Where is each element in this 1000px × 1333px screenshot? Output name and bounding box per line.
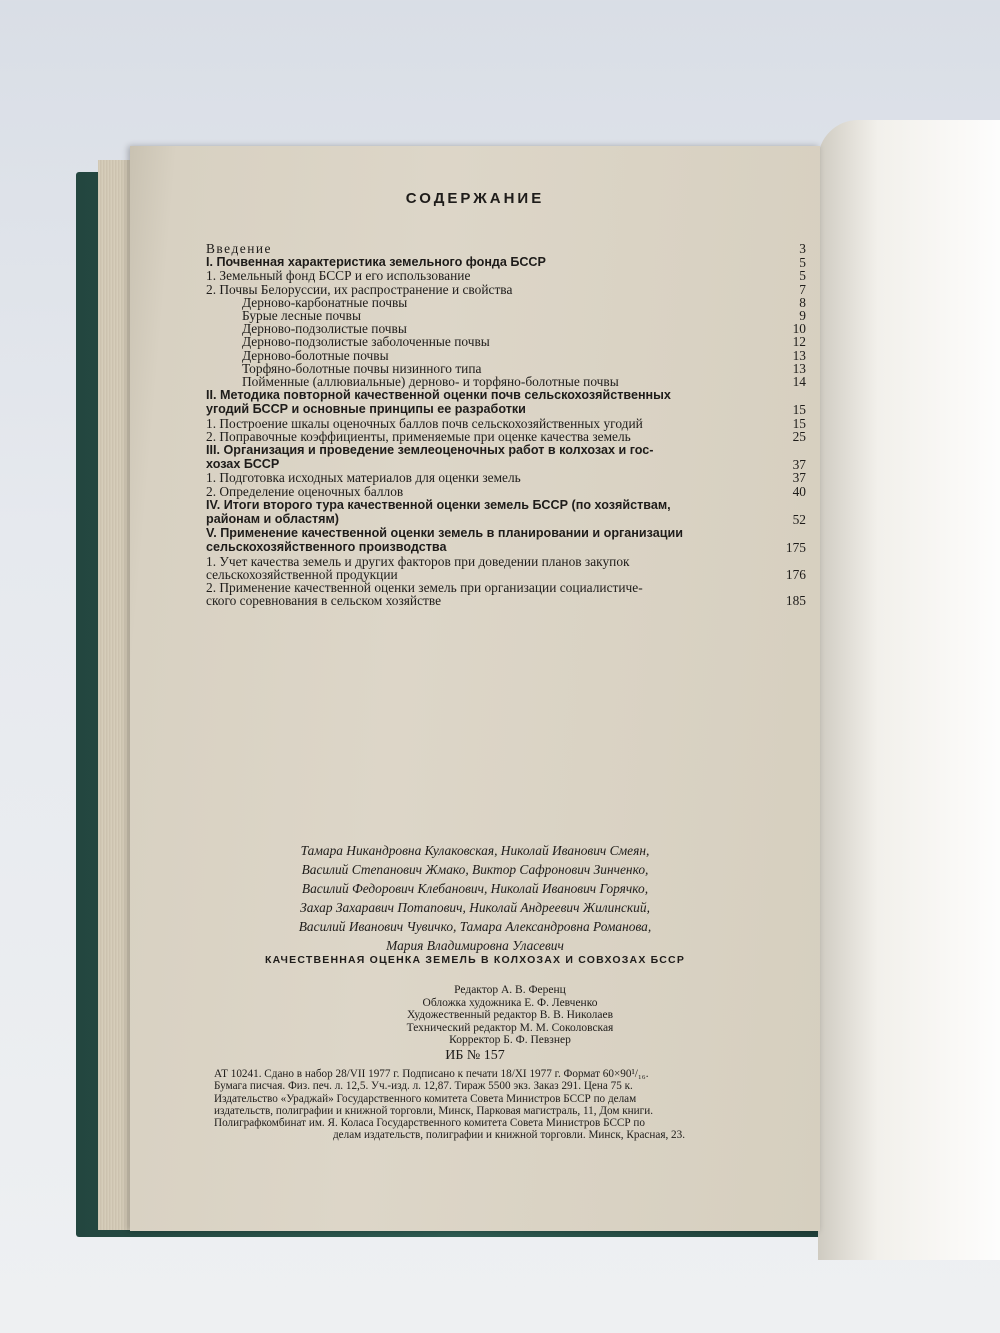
toc-entry-page: 185 <box>785 593 806 609</box>
toc-entry-text: 1. Подготовка исходных материалов для оценки земель <box>206 470 521 486</box>
toc-entry-text: 2. Почвы Белоруссии, их распространение и свойства <box>206 281 513 297</box>
toc-entry-page: 15 <box>792 402 806 418</box>
imprint <box>214 1068 804 1142</box>
toc-entry <box>206 526 806 540</box>
toc-entry-page: 37 <box>792 457 806 473</box>
toc-entry <box>206 512 806 526</box>
toc-entry-page: 175 <box>785 540 806 556</box>
authors-list <box>130 841 820 955</box>
toc-entry-page: 13 <box>792 347 806 363</box>
toc-entry <box>206 402 806 416</box>
toc-entry-text: Дерново-подзолистые почвы <box>242 321 407 337</box>
imprint-line: Издательство «Ураджай» Государственного комитета Совета Министров БССР по делам <box>214 1092 637 1105</box>
toc-entry <box>206 375 806 388</box>
toc-entry-text: II. Методика повторной качественной оценки почв сельскохозяйственных <box>206 388 671 403</box>
toc-entry-page: 15 <box>792 415 806 431</box>
ib-number: ИБ № 157 <box>445 1048 505 1063</box>
toc-entry-text: ского соревнования в сельском хозяйстве <box>206 593 442 609</box>
toc-entry-text: районам и областям) <box>206 512 339 527</box>
toc-entry <box>206 540 806 554</box>
toc-entry <box>206 457 806 471</box>
toc-entry-text: III. Организация и проведение землеоценочных работ в колхозах и гос- <box>206 443 654 458</box>
toc-entry-text: Пойменные (аллювиальные) дерново- и торфяно-болотные почвы <box>242 374 619 390</box>
toc-entry-page: 37 <box>792 470 806 486</box>
toc-entry-text: 2. Определение оценочных баллов <box>206 483 404 499</box>
author-line: Василий Федорович Клебанович, Николай Иванович Горячко, <box>301 881 649 896</box>
toc-entry-text: IV. Итоги второго тура качественной оценки земель БССР (по хозяйствам, <box>206 497 671 512</box>
author-line: Захар Захаравич Потапович, Николай Андреевич Жилинский, <box>300 900 650 915</box>
toc-entry <box>206 335 806 348</box>
toc-entry-page: 10 <box>792 321 806 337</box>
toc-entry-text: 1. Учет качества земель и других факторов при доведении планов закупок <box>206 553 630 569</box>
toc-entry-page: 176 <box>785 566 806 582</box>
toc-entry-text: сельскохозяйственного производства <box>206 540 447 555</box>
toc-entry <box>206 430 806 443</box>
toc-entry-text: сельскохозяйственной продукции <box>206 566 398 582</box>
right-page <box>818 120 1000 1260</box>
toc-entry-page: 52 <box>792 512 806 528</box>
author-line: Василий Иванович Чувичко, Тамара Александровна Романова, <box>298 919 652 934</box>
imprint-line: издательств, полиграфии и книжной торговли, Минск, Парковая магистраль, 11, Дом книги. <box>214 1104 653 1117</box>
toc-entry-text: Дерново-карбонатные почвы <box>242 294 408 310</box>
toc-entry <box>206 498 806 512</box>
credit-line: Обложка художника Е. Ф. Левченко <box>422 996 598 1009</box>
toc-entry <box>206 443 806 457</box>
toc-entry-page: 3 <box>799 241 806 256</box>
toc-entry-page: 40 <box>792 483 806 499</box>
toc-entry <box>206 242 806 255</box>
credit-line: Художественный редактор В. В. Николаев <box>406 1009 614 1021</box>
toc-entry-page: 12 <box>792 334 806 350</box>
toc-title: СОДЕРЖАНИЕ <box>405 190 545 207</box>
credit-line: Технический редактор М. М. Соколовская <box>406 1021 614 1034</box>
author-line: Мария Владимировна Уласевич <box>386 938 564 953</box>
toc-entry <box>206 388 806 402</box>
toc-entry <box>206 283 806 296</box>
toc-entry-text: 2. Применение качественной оценки земель при организации социалистиче- <box>206 580 643 596</box>
imprint-line: Полиграфкомбинат им. Я. Коласа Государственного комитета Совета Министров БССР по <box>214 1117 645 1130</box>
toc-entry-page: 13 <box>792 360 806 376</box>
toc-entry <box>206 594 806 607</box>
book-title: КАЧЕСТВЕННАЯ ОЦЕНКА ЗЕМЕЛЬ В КОЛХОЗАХ И СОВХОЗАХ БССР <box>264 954 686 966</box>
toc-entry-text: Бурые лесные почвы <box>242 308 361 324</box>
imprint-line: делам издательств, полиграфии и книжной торговли. Минск, Красная, 23. <box>332 1129 686 1142</box>
credit-line: Редактор А. В. Ференц <box>454 984 566 996</box>
toc-entry-page: 25 <box>792 428 806 444</box>
toc-entry-page: 7 <box>799 281 806 297</box>
toc-entry-text: 2. Поправочные коэффициенты, применяемые при оценке качества земель <box>206 428 631 444</box>
toc-entry-text: хозах БССР <box>206 457 280 472</box>
toc-entry-text: V. Применение качественной оценки земель в планировании и организации <box>206 526 683 541</box>
toc-entry-page: 14 <box>792 374 806 390</box>
toc-entry-text: угодий БССР и основные принципы ее разработки <box>206 402 526 417</box>
toc-entry <box>206 255 806 269</box>
toc-entry-text: I. Почвенная характеристика земельного фонда БССР <box>206 255 546 270</box>
toc-entry-text: Торфяно-болотные почвы низинного типа <box>242 360 482 376</box>
imprint-line: Бумага писчая. Физ. печ. л. 12,5. Уч.-изд. л. 12,87. Тираж 5500 экз. Заказ 291. Цена 75 к. <box>214 1080 633 1093</box>
table-of-contents <box>206 242 806 607</box>
author-line: Василий Степанович Жмако, Виктор Сафронович Зинченко, <box>301 862 649 877</box>
toc-entry-page: 5 <box>799 268 806 284</box>
toc-entry-text: 1. Земельный фонд БССР и его использование <box>206 268 471 284</box>
toc-entry-page: 5 <box>799 255 806 271</box>
toc-entry-text: Дерново-подзолистые заболоченные почвы <box>242 334 490 350</box>
toc-entry-text: 1. Построение шкалы оценочных баллов почв сельскохозяйственных угодий <box>206 415 643 431</box>
toc-entry-text: Введение <box>206 241 272 256</box>
author-line: Тамара Никандровна Кулаковская, Николай Иванович Смеян, <box>300 843 650 858</box>
credit-line: Корректор Б. Ф. Певзнер <box>449 1034 571 1046</box>
toc-entry <box>206 485 806 498</box>
toc-entry <box>206 349 806 362</box>
book-page <box>130 146 820 1231</box>
toc-entry-page: 9 <box>799 308 806 324</box>
toc-entry-text: Дерново-болотные почвы <box>242 347 389 363</box>
toc-entry-page: 8 <box>799 294 806 310</box>
credits <box>370 984 650 1047</box>
imprint-line: АТ 10241. Сдано в набор 28/VII 1977 г. Подписано к печати 18/XI 1977 г. Формат 60×90¹/₁₆. <box>214 1068 649 1080</box>
